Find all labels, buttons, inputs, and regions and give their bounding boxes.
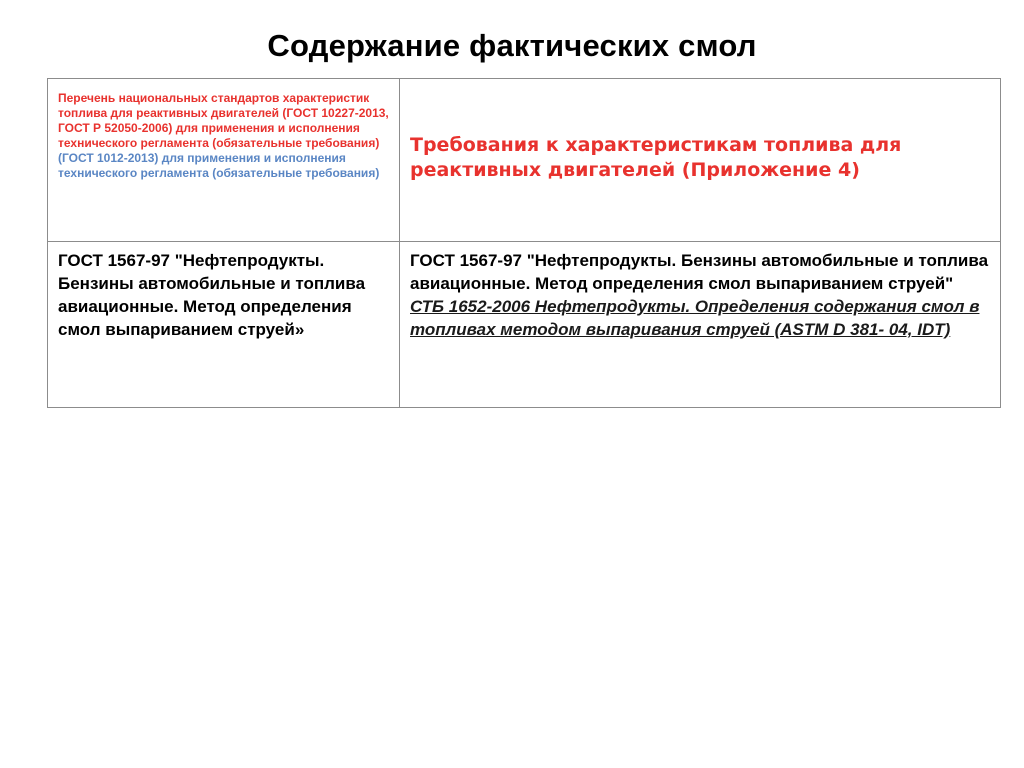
gost-stb-text (400, 242, 1000, 341)
gost-reference-text: ГОСТ 1567-97 "Нефтепродукты. Бензины автомобильные и топлива авиационные. Метод определения смол выпариванием струей" (410, 251, 989, 293)
requirements-heading: Требования к характеристикам топлива для реактивных двигателей (Приложение 4) (410, 134, 902, 181)
gost-method-text: ГОСТ 1567-97 "Нефтепродукты. Бензины автомобильные и топлива авиационные. Метод определения смол выпариванием струей» (58, 251, 366, 339)
table-row (48, 242, 1001, 408)
table-header-row (48, 79, 1001, 242)
standards-list-blue-text: (ГОСТ 1012-2013) для применения и исполнения технического регламента (обязательные требования) (58, 151, 380, 180)
standards-list-text (48, 79, 399, 181)
row-cell-gost-right (400, 242, 1001, 408)
header-cell-requirements (400, 79, 1001, 242)
standards-table (47, 78, 1001, 408)
row-cell-gost-left (48, 242, 400, 408)
page-title: Содержание фактических смол (267, 28, 757, 63)
header-cell-standards-list (48, 79, 400, 242)
stb-reference-text: СТБ 1652-2006 Нефтепродукты. Определения содержания смол в топливах методом выпаривания струей (ASTM D 381- 04, IDT) (410, 297, 980, 339)
standards-list-red-text: Перечень национальных стандартов характеристик топлива для реактивных двигателей (ГОСТ 10227-2013, ГОСТ Р 52050-2006) для применения и исполнения технического регламента (обязательные требования) (58, 91, 389, 150)
